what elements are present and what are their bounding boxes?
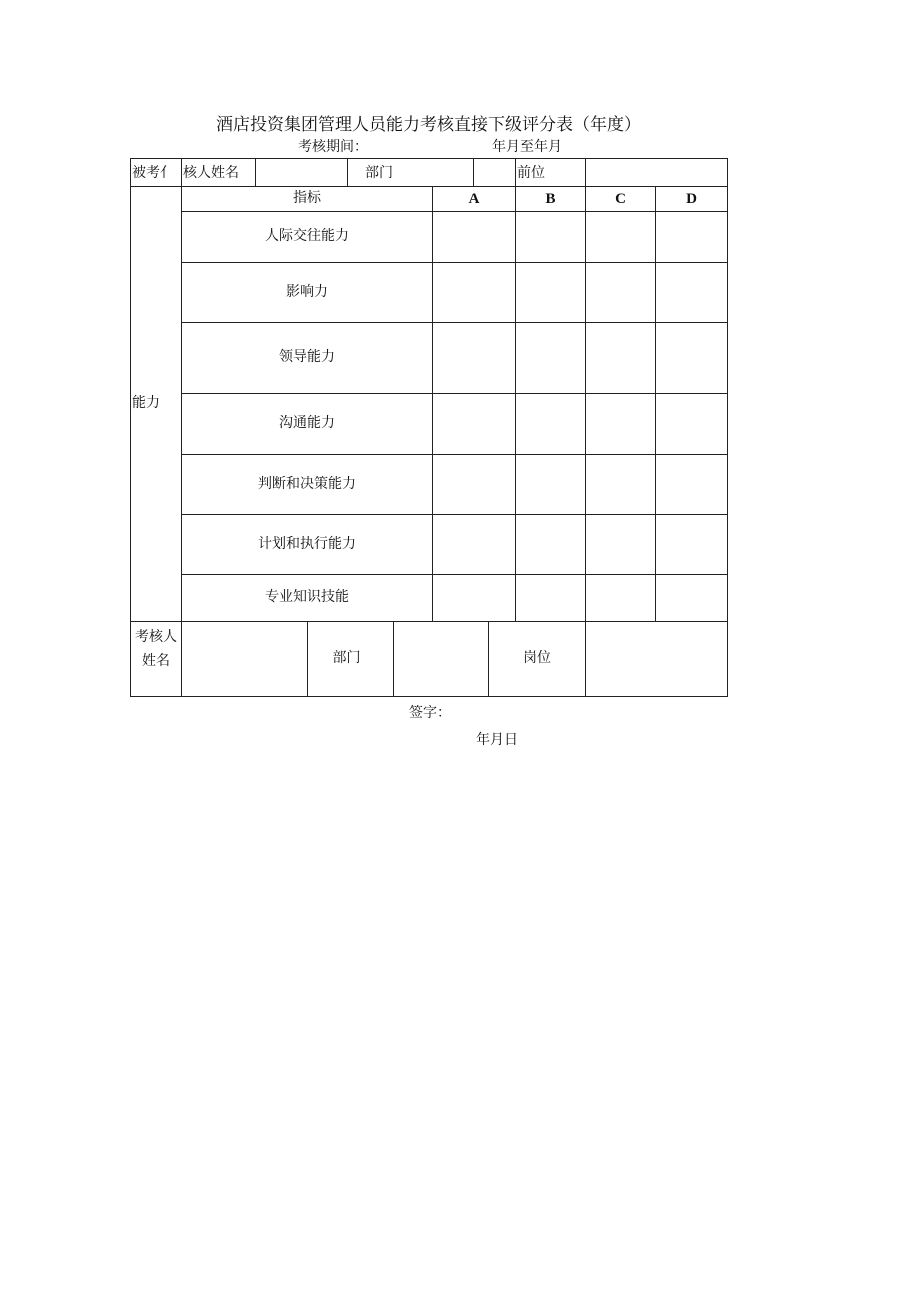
grade-cell-a [432,454,516,515]
grade-cell-c [585,574,656,622]
evaluatee-department-field [473,158,516,187]
evaluator-label-line2: 姓名 [142,654,170,669]
grade-cell-a [432,574,516,622]
evaluatee-label-part2: 核人姓名 [181,158,256,187]
grade-cell-b [515,322,586,394]
grade-cell-c [585,211,656,263]
evaluator-label-line1: 考核人 [135,630,177,645]
indicator-header: 指标 [181,186,433,212]
grade-cell-c [585,514,656,575]
grade-header-b: B [515,186,586,212]
grade-cell-b [515,262,586,323]
indicator-professional-skills: 专业知识技能 [181,574,433,622]
grade-cell-c [585,393,656,455]
grade-cell-b [515,454,586,515]
evaluator-name-label [130,621,182,697]
grade-cell-c [585,262,656,323]
grade-header-c: C [585,186,656,212]
evaluatee-position-label: 前位 [515,158,586,187]
grade-cell-a [432,211,516,263]
grade-cell-b [515,211,586,263]
indicator-interpersonal: 人际交往能力 [181,211,433,263]
ability-section-label: 能力 [130,186,182,622]
evaluatee-label-part1: 被考亻 [130,158,182,187]
evaluatee-department-label: 部门 [347,158,474,187]
grade-cell-d [655,514,728,575]
evaluator-department-field [393,621,489,697]
grade-cell-c [585,454,656,515]
indicator-influence: 影响力 [181,262,433,323]
grade-cell-b [515,393,586,455]
evaluator-department-label: 部门 [307,621,394,697]
grade-header-d: D [655,186,728,212]
indicator-communication: 沟通能力 [181,393,433,455]
grade-cell-a [432,262,516,323]
form-title: 酒店投资集团管理人员能力考核直接下级评分表（年度） [216,115,641,134]
evaluator-position-label: 岗位 [488,621,586,697]
signature-label: 签字： [409,706,451,721]
grade-cell-a [432,514,516,575]
evaluatee-position-field [585,158,728,187]
grade-cell-d [655,574,728,622]
grade-cell-b [515,514,586,575]
period-range: 年月至年月 [492,140,562,155]
indicator-leadership: 领导能力 [181,322,433,394]
grade-cell-b [515,574,586,622]
grade-cell-a [432,322,516,394]
signature-date: 年月日 [476,733,518,748]
grade-cell-d [655,393,728,455]
evaluator-name-field [181,621,308,697]
grade-header-a: A [432,186,516,212]
grade-cell-c [585,322,656,394]
grade-cell-d [655,322,728,394]
grade-cell-d [655,262,728,323]
grade-cell-d [655,211,728,263]
grade-cell-a [432,393,516,455]
grade-cell-d [655,454,728,515]
period-label: 考核期间： [298,140,368,155]
evaluator-position-field [585,621,728,697]
evaluatee-name-field [255,158,348,187]
indicator-judgment-decision: 判断和决策能力 [181,454,433,515]
indicator-planning-execution: 计划和执行能力 [181,514,433,575]
